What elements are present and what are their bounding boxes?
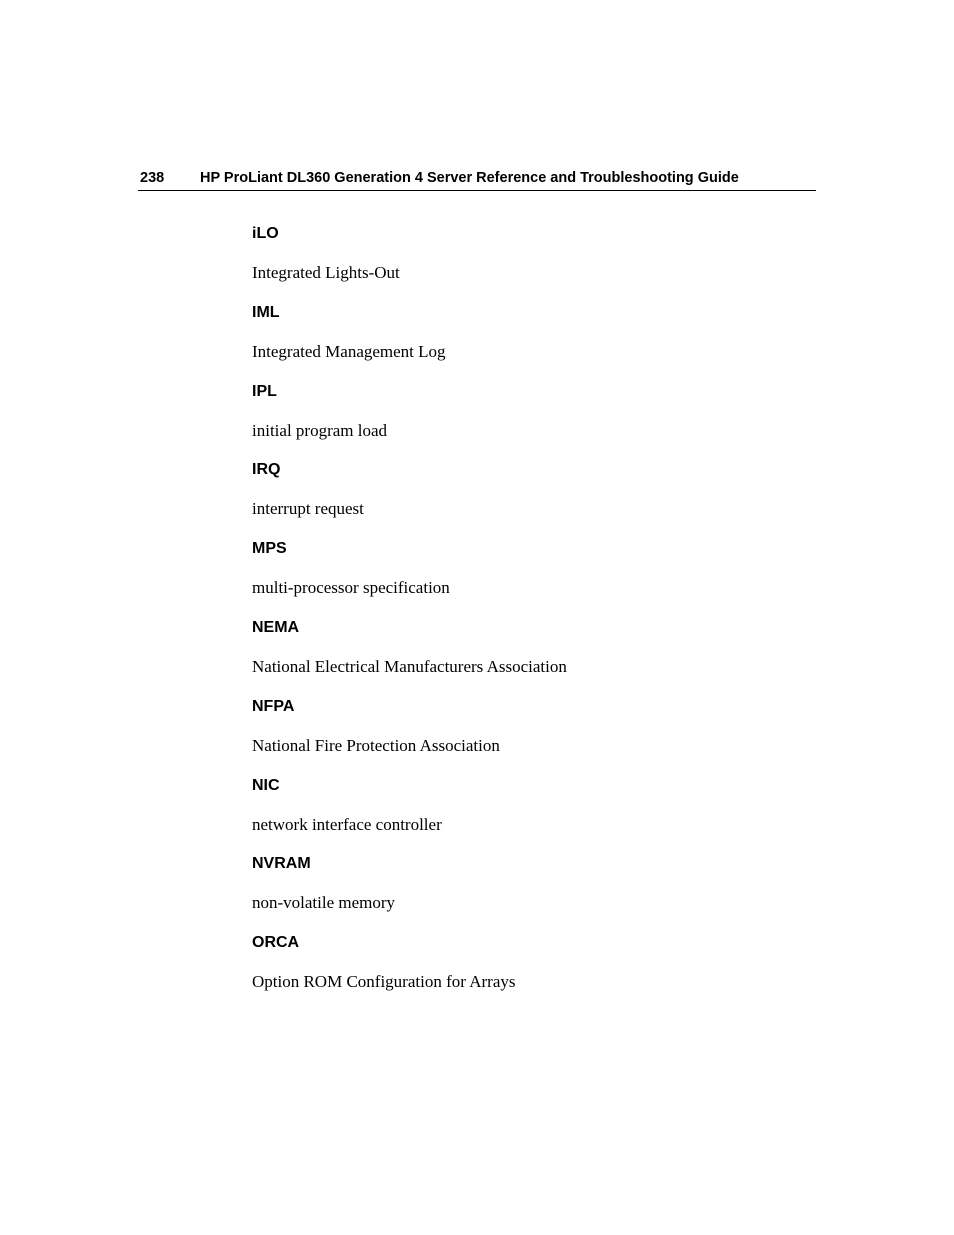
glossary-term: IPL (252, 382, 277, 400)
glossary-term: IML (252, 303, 280, 321)
glossary-entry (252, 854, 812, 933)
glossary-entry (252, 224, 812, 303)
glossary-term: MPS (252, 540, 287, 558)
glossary-definition: multi-processor specification (252, 578, 450, 598)
glossary-entry (252, 776, 812, 855)
page-number: 238 (140, 170, 165, 186)
glossary-term: NFPA (252, 697, 295, 715)
glossary-list (252, 224, 812, 1012)
glossary-entry (252, 303, 812, 382)
glossary-definition: National Fire Protection Association (252, 735, 500, 755)
glossary-definition: non-volatile memory (252, 893, 396, 913)
document-title: HP ProLiant DL360 Generation 4 Server Reference and Troubleshooting Guide (200, 170, 739, 186)
glossary-definition: interrupt request (252, 499, 364, 519)
glossary-entry (252, 618, 812, 697)
glossary-definition: initial program load (252, 420, 388, 440)
glossary-term: NVRAM (252, 855, 311, 873)
glossary-term: IRQ (252, 461, 281, 479)
glossary-entry (252, 382, 812, 461)
glossary-definition: National Electrical Manufacturers Association (252, 656, 567, 676)
glossary-definition: network interface controller (252, 814, 442, 834)
glossary-entry (252, 933, 812, 1012)
glossary-term: iLO (252, 225, 279, 242)
glossary-entry (252, 460, 812, 539)
glossary-entry (252, 539, 812, 618)
glossary-entry (252, 697, 812, 776)
glossary-definition: Integrated Management Log (252, 341, 446, 361)
running-header (138, 166, 816, 191)
glossary-term: NEMA (252, 618, 300, 636)
glossary-term: ORCA (252, 934, 300, 952)
glossary-definition: Option ROM Configuration for Arrays (252, 972, 516, 992)
glossary-term: NIC (252, 776, 280, 794)
glossary-definition: Integrated Lights-Out (252, 263, 400, 282)
